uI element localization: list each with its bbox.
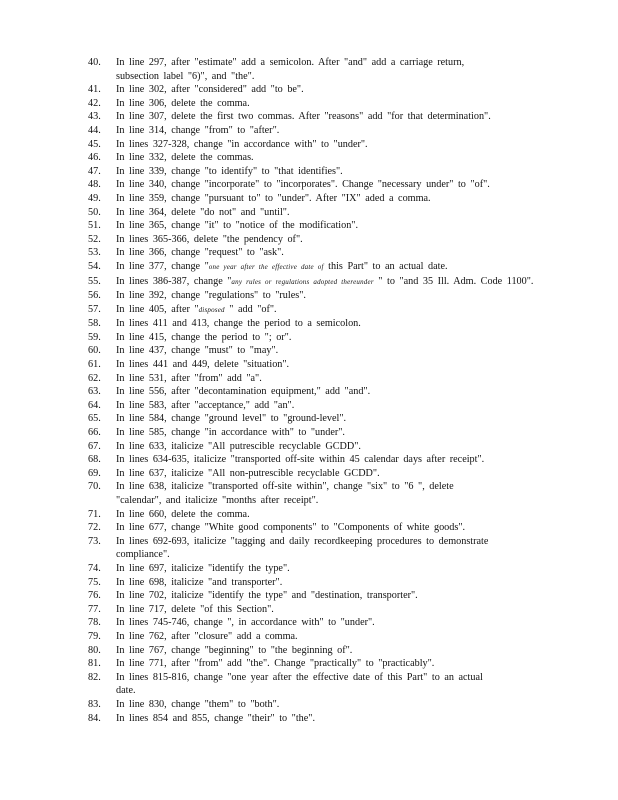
item-text [116, 440, 536, 454]
item-text [116, 576, 536, 590]
list-item [0, 698, 618, 712]
list-item [0, 331, 618, 345]
item-line: In line 306, delete the comma. [116, 97, 250, 109]
item-text [116, 644, 536, 658]
list-item [0, 178, 618, 192]
item-line: In lines 365-366, delete "the pendency of". [116, 233, 303, 245]
list-item [0, 110, 618, 124]
item-text [116, 206, 536, 220]
list-item [0, 671, 618, 698]
list-item [0, 467, 618, 481]
item-text [116, 671, 536, 698]
list-item [0, 508, 618, 522]
item-line: In line 415, change the period to "; or". [116, 331, 292, 343]
item-line: In line 307, delete the first two commas. After "reasons" add "for that determination". [116, 111, 491, 123]
quoted-original-text: any rules or regulations adopted thereunder [231, 277, 374, 286]
item-number: 74. [88, 562, 101, 574]
list-item [0, 246, 618, 260]
item-line: In line 332, delete the commas. [116, 152, 254, 164]
item-number: 46. [88, 152, 101, 164]
item-text [116, 151, 536, 165]
list-item [0, 644, 618, 658]
item-number: 63. [88, 386, 101, 398]
item-text [116, 165, 536, 179]
list-item [0, 576, 618, 590]
item-number: 53. [88, 247, 101, 259]
item-line: In line 633, italicize "All putrescible recyclable GCDD". [116, 440, 361, 452]
item-line: In line 698, italicize "and transporter". [116, 576, 283, 588]
item-line: In lines 327-328, change "in accordance with" to "under". [116, 138, 368, 150]
list-item [0, 412, 618, 426]
item-number: 43. [88, 111, 101, 123]
item-number: 69. [88, 467, 101, 479]
item-line: In line 365, change "it" to "notice of the modification". [116, 220, 359, 232]
item-text [116, 372, 536, 386]
item-text-part: In line 405, after " [116, 303, 199, 315]
item-text [116, 303, 536, 318]
item-line: compliance". [116, 549, 170, 561]
item-line: In lines 815-816, change "one year after the effective date of this Part" to an actual [116, 671, 483, 683]
item-text [116, 426, 536, 440]
list-item [0, 303, 618, 318]
item-text [116, 712, 536, 726]
list-item [0, 589, 618, 603]
item-text-part: " to "and 35 Ill. Adm. Code 1100". [373, 275, 534, 287]
item-number: 83. [88, 698, 101, 710]
item-text [116, 562, 536, 576]
item-line: In line 637, italicize "All non-putrescible recyclable GCDD". [116, 467, 380, 479]
item-number: 49. [88, 192, 101, 204]
item-text [116, 616, 536, 630]
item-number: 71. [88, 508, 101, 520]
amendment-list [0, 56, 618, 725]
item-number: 66. [88, 427, 101, 439]
item-text [116, 698, 536, 712]
list-item [0, 192, 618, 206]
item-line: In line 583, after "acceptance," add "an". [116, 399, 295, 411]
item-number: 64. [88, 399, 101, 411]
item-text [116, 603, 536, 617]
quoted-original-text: disposed [198, 305, 225, 314]
item-text [116, 657, 536, 671]
item-number: 40. [88, 57, 101, 68]
item-text [116, 385, 536, 399]
list-item [0, 124, 618, 138]
item-number: 47. [88, 165, 101, 177]
list-item [0, 616, 618, 630]
item-number: 65. [88, 413, 101, 425]
item-line: In lines 411 and 413, change the period to a semicolon. [116, 318, 361, 330]
item-line: In line 660, delete the comma. [116, 508, 250, 520]
item-number: 55. [88, 275, 101, 287]
item-line: In line 359, change "pursuant to" to "under". After "IX" aded a comma. [116, 192, 431, 204]
list-item [0, 535, 618, 562]
item-text [116, 233, 536, 247]
item-text [116, 317, 536, 331]
item-line: In line 702, italicize "identify the type" and "destination, transporter". [116, 590, 418, 602]
item-number: 80. [88, 644, 101, 656]
list-item [0, 219, 618, 233]
list-item [0, 206, 618, 220]
item-text [116, 344, 536, 358]
item-number: 81. [88, 658, 101, 670]
item-line: In line 437, change "must" to "may". [116, 345, 279, 357]
list-item [0, 97, 618, 111]
item-number: 57. [88, 303, 101, 315]
item-number: 75. [88, 576, 101, 588]
item-number: 41. [88, 84, 101, 96]
item-line: In line 585, change "in accordance with" to "under". [116, 427, 345, 439]
list-item [0, 344, 618, 358]
list-item [0, 603, 618, 617]
item-number: 54. [88, 260, 101, 272]
item-number: 52. [88, 233, 101, 245]
item-number: 82. [88, 671, 101, 683]
list-item [0, 165, 618, 179]
item-line: In line 717, delete "of this Section". [116, 603, 274, 615]
item-text [116, 289, 536, 303]
item-line: In line 392, change "regulations" to "rules". [116, 290, 306, 302]
item-line: In line 366, change "request" to "ask". [116, 247, 284, 259]
item-text [116, 358, 536, 372]
item-number: 77. [88, 603, 101, 615]
list-item [0, 358, 618, 372]
list-item [0, 712, 618, 726]
item-text-part: " add "of". [224, 303, 277, 315]
item-number: 48. [88, 179, 101, 191]
list-item [0, 151, 618, 165]
list-item [0, 385, 618, 399]
quoted-original-text: one year after the effective date of [208, 262, 324, 271]
list-item [0, 521, 618, 535]
item-line: In line 297, after "estimate" add a semicolon. After "and" add a carriage return, [116, 57, 465, 68]
list-item [0, 233, 618, 247]
item-text [116, 83, 536, 97]
item-number: 59. [88, 331, 101, 343]
item-text [116, 219, 536, 233]
list-item [0, 440, 618, 454]
item-number: 79. [88, 630, 101, 642]
item-line: In lines 692-693, italicize "tagging and daily recordkeeping procedures to demonstrate [116, 535, 489, 547]
item-line: In line 767, change "beginning" to "the beginning of". [116, 644, 353, 656]
item-line: In line 584, change "ground level" to "ground-level". [116, 413, 347, 425]
item-text [116, 192, 536, 206]
item-line: In lines 441 and 449, delete "situation". [116, 359, 290, 371]
item-text [116, 467, 536, 481]
item-line: In line 364, delete "do not" and "until". [116, 206, 290, 218]
item-text [116, 124, 536, 138]
item-line: In lines 854 and 855, change "their" to "the". [116, 712, 315, 724]
item-text [116, 399, 536, 413]
item-text [116, 453, 536, 467]
item-line: In line 340, change "incorporate" to "incorporates". Change "necessary under" to "of". [116, 179, 490, 191]
item-line: In line 339, change "to identify" to "that identifies". [116, 165, 343, 177]
list-item [0, 453, 618, 467]
item-text [116, 521, 536, 535]
item-text [116, 412, 536, 426]
item-number: 58. [88, 318, 101, 330]
list-item [0, 138, 618, 152]
list-item [0, 260, 618, 275]
item-text [116, 56, 536, 83]
list-item [0, 426, 618, 440]
item-number: 60. [88, 345, 101, 357]
item-text [116, 178, 536, 192]
item-line: In line 314, change "from" to "after". [116, 124, 280, 136]
item-text [116, 508, 536, 522]
list-item [0, 275, 618, 290]
item-number: 72. [88, 522, 101, 534]
item-number: 61. [88, 359, 101, 371]
item-number: 67. [88, 440, 101, 452]
list-item [0, 56, 618, 83]
list-item [0, 657, 618, 671]
item-number: 51. [88, 220, 101, 232]
item-line: In lines 634-635, italicize "transported off-site within 45 calendar days after receipt". [116, 454, 485, 466]
item-line: In line 697, italicize "identify the type". [116, 562, 290, 574]
list-item [0, 630, 618, 644]
item-text [116, 589, 536, 603]
item-number: 76. [88, 590, 101, 602]
list-item [0, 83, 618, 97]
item-text [116, 630, 536, 644]
item-text [116, 275, 536, 290]
item-text-part: In line 377, change " [116, 260, 209, 272]
item-text [116, 97, 536, 111]
item-text [116, 480, 536, 507]
list-item [0, 372, 618, 386]
item-number: 62. [88, 372, 101, 384]
item-line: date. [116, 685, 136, 697]
list-item [0, 480, 618, 507]
item-text [116, 138, 536, 152]
item-number: 42. [88, 97, 101, 109]
item-line: In line 762, after "closure" add a comma. [116, 630, 298, 642]
item-text [116, 535, 536, 562]
item-line: In line 677, change "White good components" to "Components of white goods". [116, 522, 466, 534]
item-line: In line 830, change "them" to "both". [116, 698, 280, 710]
item-number: 78. [88, 617, 101, 629]
item-line: In line 302, after "considered" add "to be". [116, 84, 304, 96]
item-number: 68. [88, 454, 101, 466]
item-text-part: this Part" to an actual date. [323, 260, 448, 272]
item-line: In line 531, after "from" add "a". [116, 372, 262, 384]
list-item [0, 317, 618, 331]
item-number: 44. [88, 124, 101, 136]
item-number: 84. [88, 712, 101, 724]
item-text [116, 260, 536, 275]
item-line: In line 556, after "decontamination equipment," add "and". [116, 386, 371, 398]
item-number: 50. [88, 206, 101, 218]
list-item [0, 562, 618, 576]
item-number: 45. [88, 138, 101, 150]
list-item [0, 399, 618, 413]
item-text-part: In lines 386-387, change " [116, 275, 232, 287]
item-line: subsection label "6)", and "the". [116, 70, 255, 82]
item-text [116, 246, 536, 260]
list-item [0, 289, 618, 303]
item-line: In lines 745-746, change ", in accordance with" to "under". [116, 617, 375, 629]
item-number: 73. [88, 535, 101, 547]
item-number: 56. [88, 290, 101, 302]
item-line: In line 771, after "from" add "the". Change "practically" to "practicably". [116, 658, 435, 670]
item-text [116, 110, 536, 124]
item-line: "calendar", and italicize "months after receipt". [116, 495, 319, 506]
item-line: In line 638, italicize "transported off-site within", change "six" to "6 ", delete [116, 481, 454, 493]
item-text [116, 331, 536, 345]
item-number: 70. [88, 481, 101, 493]
